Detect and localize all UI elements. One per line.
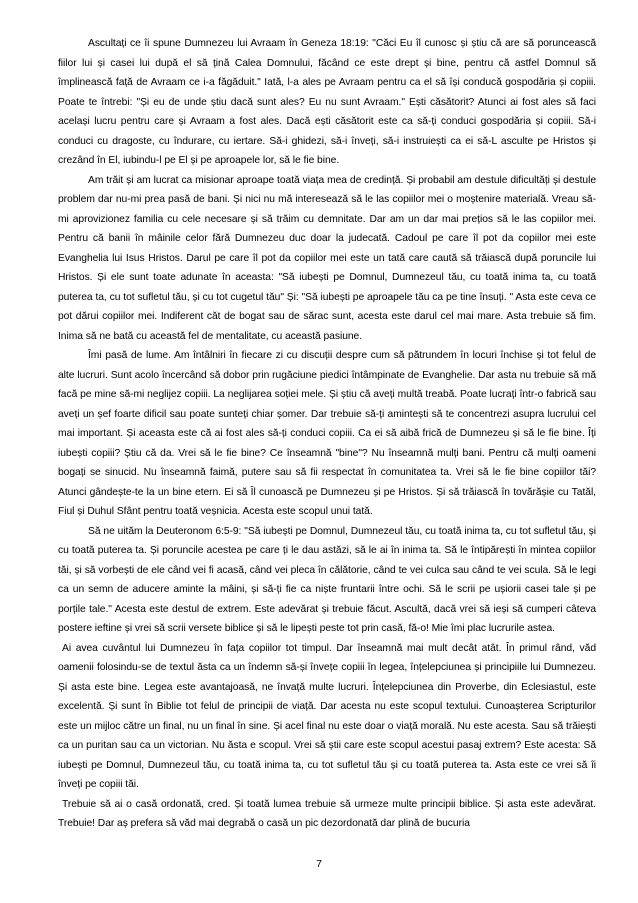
paragraph: Îmi pasă de lume. Am întâlniri în fiecare zi cu discuții despre cum să pătrundem în locuri închise și tot felul de alte lucruri. Sunt acolo încercând să dobor prin rugăciune piedici întâmpinate de Evanghelie. Dar asta nu trebuie să mă facă pe mine să-mi neglijez copiii. La neglijarea soției mele. Și știu că aveți multă treabă. Poate lucrați într-o fabrică sau aveți un șef foarte dificil sau poate sunteți chiar șomer. Dar trebuie să-ți amintești să te concentrezi asupra lucrului cel mai important. Și aceasta este că ai fost ales să-ți conduci copiii. Ca ei să aibă frică de Dumnezeu și să le fie bine. Îți iubești copiii? Știu că da. Vrei să le fie bine? Ce înseamnă "bine"? Nu înseamnă mulți bani. Pentru că mulți oameni bogați se sinucid. Nu înseamnă faimă, putere sau să fii respectat în comunitatea ta. Vrei să le fie bine copiilor tăi? Atunci gândește-te la un bine etern. Ei să Îl cunoască pe Dumnezeu și pe Hristos. Și să trăiască în tovărășie cu Tatăl, Fiul și Duhul Sfânt pentru toată veșnicia. Acesta este scopul unui tată. bbox=[58, 350, 596, 517]
paragraph: Trebuie să ai o casă ordonată, cred. Și toată lumea trebuie să urmeze multe principii biblice. Și asta este adevărat. Trebuie! Dar aș prefera să văd mai degrabă o casă un pic dezordonată dar plină de bucuria bbox=[58, 798, 596, 829]
page-number: 7 bbox=[316, 858, 322, 870]
paragraph: Am trăit și am lucrat ca misionar aproape toată viața mea de credință. Și probabil am destule dificultăți și destule problem dar nu-mi prea pasă de bani. Și nici nu mă interesează să le las copiilor mei o moștenire materială. Vreau să-mi aprovizionez familia cu cele necesare și să trăim cu demnitate. Dar am un dar mai prețios să le las copiilor mei. Pentru că banii în mâinile celor fără Dumnezeu duc doar la judecată. Cadoul pe care îl pot da copiilor mei este Evanghelia lui Isus Hristos. Darul pe care îl pot da copiilor mei este un tată care caută să trăiască după poruncile lui Hristos. Și ele sunt toate adunate în aceasta: "Să iubești pe Domnul, Dumnezeul tău, cu toată inima ta, cu toată puterea ta, cu tot sufletul tău, și cu tot cugetul tău" Și: "Să iubești pe aproapele tău ca pe tine însuți. " Asta este ceva ce pot dărui copiilor mei. Indiferent căt de bogat sau de sărac sunt, acesta este darul cel mai mare. Asta trebuie să fim. Inima să ne bată cu această fel de mentalitate, cu această pasiune. bbox=[58, 174, 596, 342]
body-text bbox=[58, 34, 596, 834]
paragraph: Să ne uităm la Deuteronom 6:5-9: "Să iubești pe Domnul, Dumnezeul tău, cu toată inima ta, cu tot sufletul tău, și cu toată puterea ta. Și poruncile acestea pe care ți le dau astăzi, să le ai în inima ta. Să le întipărești în mintea copiilor tăi, și să vorbești de ele când vei fi acasă, când vei pleca în călătorie, când te vei culca sau când te vei scula. Să le legi ca un semn de aducere aminte la mâini, și să-ți fie ca niște fruntarii între ochi. Să le scrii pe ușiorii casei tale și pe porțile tale." Acesta este destul de extrem. Este adevărat și trebuie făcut. Ascultă, dacă vrei să ieși să cumperi câteva postere ieftine și vrei să scrii versete biblice și să le lipești peste tot prin casă, fă-o! Mie îmi plac lucrurile astea. bbox=[58, 525, 596, 634]
paragraph: Ascultați ce îi spune Dumnezeu lui Avraam în Geneza 18:19: "Căci Eu îl cunosc și știu că are să poruncească fiilor lui și casei lui după el să țină Calea Domnului, făcând ce este drept și bine, pentru că astfel Domnul să împlinească față de Avraam ce i-a făgăduit." Iată, l-a ales pe Avraam pentru ca el să își conducă gospodăria și copiii. Poate te întrebi: "Și eu de unde știu dacă sunt ales? Eu nu sunt Avraam." Ești căsătorit? Atunci ai fost ales să faci același lucru pentru care și Avraam a fost ales. Dacă ești căsătorit este ca să-ți conduci gospodăria și copiii. Să-i conduci cu dragoste, cu îndurare, cu iertare. Să-i ghidezi, să-i înveți, să-i instruiești ca ei să-L asculte pe Hristos și crezând în El, iubindu-l pe El și pe aproapele lor, să le fie bine. bbox=[58, 38, 596, 166]
paragraph: Ai avea cuvântul lui Dumnezeu în fața copiilor tot timpul. Dar înseamnă mai mult decât atât. În primul rând, văd oamenii folosindu-se de textul ăsta ca un îndemn să-și învețe copiii în legea, înțelepciunea și principiile lui Dumnezeu. Și asta este bine. Legea este avantajoasă, ne învață multe lucruri. Înțelepciunea din Proverbe, din Eclesiastul, este excelentă. Și sunt în Biblie tot felul de principii de viață. Dar acesta nu este scopul textului. Cunoașterea Scripturilor este un mijloc către un final, nu un final în sine. Și acel final nu este doar o viață morală. Nu este acesta. Sau să trăiești ca un puritan sau ca un victorian. Nu ăsta e scopul. Vrei să știi care este scopul acestui pasaj extrem? Este acesta: Să iubești pe Domnul, Dumnezeul tău, cu toată inima ta, cu tot sufletul tău și cu toată puterea ta. Asta este ce vrei să îi înveți pe copiii tăi. bbox=[58, 642, 596, 790]
